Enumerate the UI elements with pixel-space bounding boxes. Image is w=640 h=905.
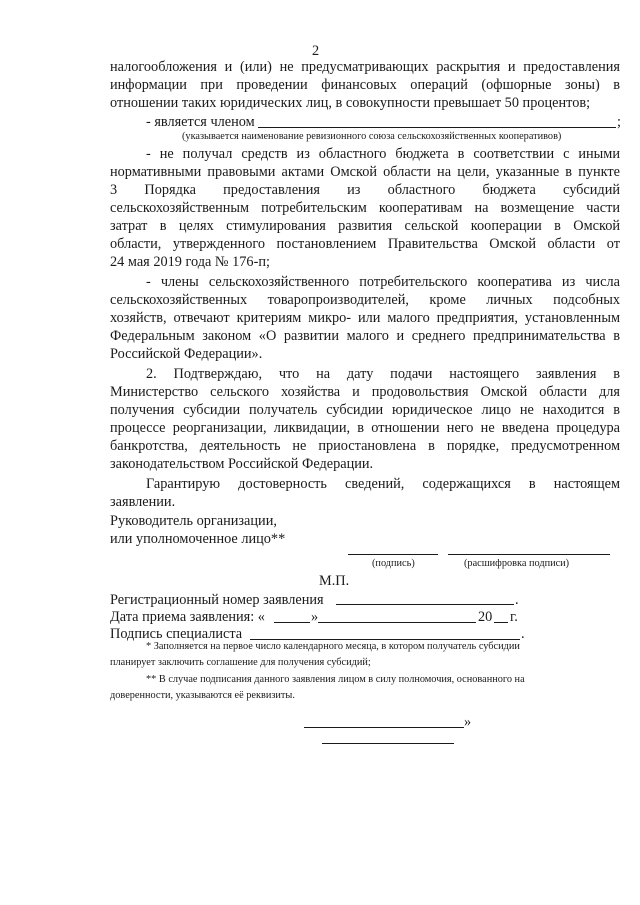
decoding-label: (расшифровка подписи) (464, 558, 570, 569)
text-line: законодательством Российской Федерации. (110, 456, 374, 472)
text-line: затрат в целях стимулирования развития сельской кооперации в Омской (110, 218, 620, 234)
text-line: Российской Федерации». (110, 346, 263, 362)
date-month-line (318, 622, 476, 623)
member-hint: (указывается наименование ревизионного союза сельскохозяйственных кооперативов) (182, 131, 562, 142)
text-line: сельскохозяйственных товаропроизводителей, кроме личных подсобных (110, 292, 620, 308)
text-line: хозяйств, отвечают критериям микро- или малого предприятия, установленным (110, 310, 620, 326)
page-number: 2 (312, 43, 320, 59)
date-day-line (274, 622, 310, 623)
text-line: нормативными правовыми актами Омской области на цели, указанные в пункте (110, 164, 620, 180)
text-line: налогообложения и (или) не предусматривающих раскрытия и предоставления (110, 59, 620, 75)
date-mid: » (311, 609, 319, 625)
text-line: Гарантирую достоверность сведений, содержащихся в настоящем (146, 476, 620, 492)
text-line: отношении таких юридических лиц, в совокупности превышает 50 процентов; (110, 95, 591, 111)
date-end: г. (510, 609, 518, 625)
head-label: или уполномоченное лицо** (110, 531, 286, 547)
reg-number-line (336, 604, 514, 605)
text-line: заявлении. (110, 494, 176, 510)
reg-number-dot: . (515, 592, 519, 608)
footnote-2: доверенности, указываются её реквизиты. (110, 690, 295, 701)
stamp-label: М.П. (319, 573, 350, 589)
text-line: получения субсидии получатель субсидии юридическое лицо не находится в (110, 402, 620, 418)
member-end: ; (617, 114, 621, 130)
footnote-1: планирует заключить соглашение для получения субсидий; (110, 657, 371, 668)
text-line: процессе реорганизации, ликвидации, в отношении него не введена процедура (110, 420, 620, 436)
text-line: сельскохозяйственным потребительским кооперативам на возмещение части (110, 200, 620, 216)
reg-number-label: Регистрационный номер заявления (110, 592, 324, 608)
text-line: информации при проведении финансовых операций (офшорные зоны) в (110, 77, 620, 93)
member-fill-line (258, 127, 616, 128)
closing-line-2 (322, 743, 454, 744)
specialist-label: Подпись специалиста (110, 626, 243, 642)
text-line: 24 мая 2019 года № 176-п; (110, 254, 270, 270)
text-line: Федеральным законом «О развитии малого и среднего предпринимательства в (110, 328, 620, 344)
footnote-1: * Заполняется на первое число календарного месяца, в котором получатель субсидии (146, 641, 520, 652)
closing-line-1 (304, 727, 464, 728)
text-line: банкротства, деятельность не приостановлена в порядке, предусмотренном (110, 438, 620, 454)
decoding-line (448, 554, 610, 555)
head-label: Руководитель организации, (110, 513, 277, 529)
text-line: - члены сельскохозяйственного потребительского кооператива из числа (146, 274, 620, 290)
text-line: области, утвержденного постановлением Правительства Омской области от (110, 236, 620, 252)
text-line: 3 Порядка предоставления из областного бюджета субсидий (110, 182, 620, 198)
signature-label: (подпись) (372, 558, 415, 569)
footnote-2: ** В случае подписания данного заявления лицом в силу полномочия, основанного на (146, 674, 525, 685)
signature-line (348, 554, 438, 555)
closing-quote: » (464, 714, 472, 730)
member-label: - является членом (146, 114, 255, 130)
text-line: - не получал средств из областного бюджета в соответствии с иными (146, 146, 620, 162)
specialist-dot: . (521, 626, 525, 642)
date-year-line (494, 622, 508, 623)
date-label: Дата приема заявления: « (110, 609, 265, 625)
text-line: Министерство сельского хозяйства и продовольствия Омской области для (110, 384, 620, 400)
text-line: 2. Подтверждаю, что на дату подачи настоящего заявления в (146, 366, 620, 382)
date-year: 20 (478, 609, 493, 625)
